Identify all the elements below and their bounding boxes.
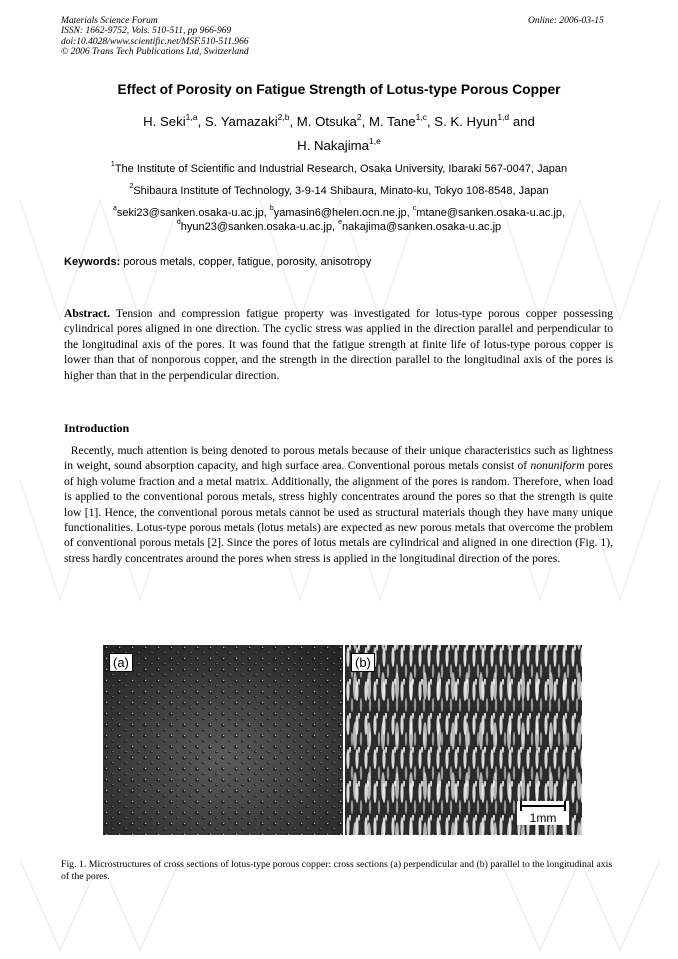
micrograph-a-image	[103, 645, 343, 835]
author-line-1	[0, 114, 678, 129]
email-line-1	[0, 207, 678, 219]
email-marker: a	[112, 205, 117, 212]
section-heading-introduction: Introduction	[64, 421, 130, 435]
introduction-paragraph	[64, 443, 613, 566]
email-link[interactable]: nakajima@sanken.osaka-u.ac.jp	[342, 221, 502, 233]
author-affil: 1,e	[369, 136, 381, 146]
abstract-text: Tension and compression fatigue property was investigated for lotus-type porous copper possessing cylindrical pores aligned in one direction. The cyclic stress was applied in the direction parallel and perpendicular to the longitudinal axis of the pores. It was found that the fatigue strength at finite life of lotus-type porous copper is lower than that of nonporous copper, and the strength in the direction parallel to the longitudinal axis of the pores is higher than that in the perpendicular direction.	[64, 307, 613, 382]
email-line-2	[0, 221, 678, 233]
scale-bar-label: 1mm	[529, 811, 557, 825]
author-line-2	[0, 138, 678, 153]
scale-bar	[517, 801, 569, 825]
intro-text-1: Recently, much attention is being denoted to porous metals because of their unique characteristics such as lightness in weight, sound absorption capacity, and high surface area. Conventional porous metals consist of	[64, 444, 613, 473]
author-name: H. Nakajima	[297, 138, 369, 153]
keywords-text: porous metals, copper, fatigue, porosity, anisotropy	[120, 256, 372, 268]
author-name: , S. K. Hyun	[426, 114, 498, 129]
email-link[interactable]: yamasin6@helen.ocn.ne.jp,	[273, 207, 413, 219]
journal-header	[61, 16, 249, 58]
journal-name: Materials Science Forum	[61, 16, 158, 26]
email-link[interactable]: hyun23@sanken.osaka-u.ac.jp,	[180, 221, 339, 233]
author-name: , M. Otsuka	[289, 114, 357, 129]
journal-doi: doi:10.4028/www.scientific.net/MSF.510-511.966	[61, 36, 249, 47]
journal-issn: ISSN: 1662-9752, Vols. 510-511, pp 966-969	[61, 26, 232, 37]
intro-text-2: pores of high volume fraction and a metal matrix. Additionally, the alignment of the pores is random. Therefore, when load is applied to the conventional porous metals, stress highly concentrates around the pores so that the strength is quite low [1]. Hence, the conventional porous metals cannot be used as structural materials though they have many unique functionalities. Lotus-type porous metals (lotus metals) are expected as new porous metals that overcome the problem of conventional porous metals [2]. Since the pores of lotus metals are cylindrical and aligned in one direction (Fig. 1), stress hardly concentrates around the pores when stress is applied in the longitudinal direction of the pores.	[64, 459, 613, 565]
affil-marker: 2	[129, 183, 134, 190]
author-name: , S. Yamazaki	[197, 114, 278, 129]
author-name: H. Seki	[143, 114, 186, 129]
figure-caption: Fig. 1. Microstructures of cross sections of lotus-type porous copper: cross sections (a) perpendicular and (b) parallel to the longitudinal axis of the pores.	[61, 859, 613, 882]
paper-title: Effect of Porosity on Fatigue Strength of Lotus-type Porous Copper	[117, 82, 561, 97]
author-affil: 1,d	[497, 112, 510, 122]
author-name: , M. Tane	[361, 114, 416, 129]
author-affil: 1,c	[415, 112, 427, 122]
author-affil: 2,b	[277, 112, 290, 122]
email-link[interactable]: mtane@sanken.osaka-u.ac.jp,	[416, 207, 566, 219]
email-marker: e	[338, 219, 342, 226]
email-marker: c	[412, 205, 417, 212]
journal-copyright: © 2006 Trans Tech Publications Ltd, Switzerland	[61, 47, 249, 58]
micrograph-a	[103, 645, 343, 835]
abstract-label: Abstract.	[64, 307, 111, 320]
affil-text: Shibaura Institute of Technology, 3-9-14 Shibaura, Minato-ku, Tokyo 108-8548, Japan	[133, 185, 549, 197]
author-conjunction: and	[509, 114, 535, 129]
figure-1	[103, 645, 582, 835]
affil-text: The Institute of Scientific and Industrial Research, Osaka University, Ibaraki 567-0047, Japan	[114, 163, 568, 175]
author-affil: 1,a	[185, 112, 198, 122]
author-affil: 2	[356, 112, 362, 122]
affiliation-1	[0, 163, 678, 175]
panel-label-a: (a)	[109, 653, 133, 672]
keywords	[64, 256, 371, 268]
micrograph-b	[345, 645, 582, 835]
email-marker: b	[269, 205, 274, 212]
affil-marker: 1	[110, 161, 115, 168]
affiliation-2	[0, 185, 678, 197]
keywords-label: Keywords:	[64, 256, 121, 268]
abstract	[64, 306, 613, 383]
email-link[interactable]: seki23@sanken.osaka-u.ac.jp,	[116, 207, 270, 219]
panel-label-b: (b)	[351, 653, 375, 672]
intro-emphasis: nonuniform	[530, 459, 585, 473]
online-date: Online: 2006-03-15	[528, 16, 604, 26]
email-marker: d	[176, 219, 181, 226]
